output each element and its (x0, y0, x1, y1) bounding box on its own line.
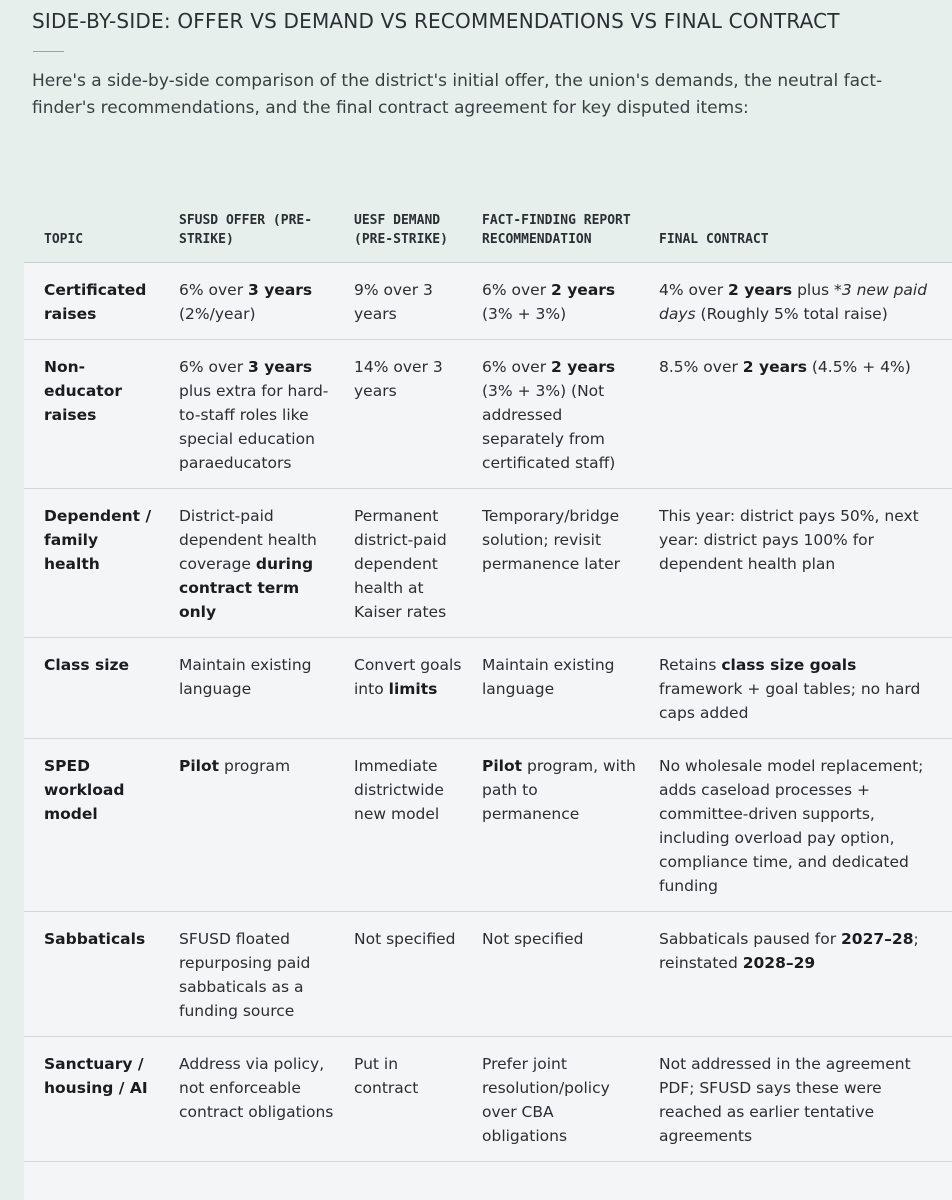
cell-text: program, with path to permanence (482, 756, 636, 823)
cell-text: (3% + 3%) (482, 304, 567, 323)
bold-text: limits (388, 679, 438, 698)
comparison-table (24, 150, 952, 1162)
fact-finding-cell (472, 637, 649, 738)
heading-divider (33, 51, 64, 52)
cell-text: 6% over (179, 280, 249, 299)
bold-text: 2 years (742, 357, 807, 376)
uesf-demand-cell (344, 488, 472, 637)
column-header-sfusd-offer: SFUSD OFFER (PRE-STRIKE) (169, 150, 344, 262)
table-row (24, 262, 952, 339)
cell-text: framework + goal tables; no hard caps added (659, 679, 921, 722)
column-header-topic: TOPIC (24, 150, 169, 262)
cell-text: Convert goals into (354, 655, 462, 698)
cell-text: Permanent district-paid dependent health at Kaiser rates (354, 506, 447, 621)
cell-text: Not specified (482, 929, 584, 948)
cell-text: 6% over (179, 357, 249, 376)
final-contract-cell (649, 262, 952, 339)
table-row (24, 637, 952, 738)
topic-cell: SPED workload model (24, 738, 169, 911)
bold-text: 3 years (248, 280, 313, 299)
bold-text: 2028–29 (742, 953, 816, 972)
column-header-final-contract: FINAL CONTRACT (649, 150, 952, 262)
cell-text: District-paid dependent health coverage (179, 506, 317, 573)
section-heading: SIDE-BY-SIDE: OFFER VS DEMAND VS RECOMMENDATIONS VS FINAL CONTRACT (32, 9, 840, 33)
cell-text: (Roughly 5% total raise) (695, 304, 888, 323)
cell-text: Maintain existing language (482, 655, 615, 698)
bold-text: 2 years (551, 280, 616, 299)
cell-text: Prefer joint resolution/policy over CBA obligations (482, 1054, 610, 1145)
final-contract-cell (649, 1036, 952, 1161)
comparison-table-container (24, 150, 952, 1200)
fact-finding-cell (472, 262, 649, 339)
fact-finding-cell (472, 738, 649, 911)
sfusd-offer-cell (169, 738, 344, 911)
cell-text: (3% + 3%) (Not addressed separately from certificated staff) (482, 381, 616, 472)
fact-finding-cell (472, 911, 649, 1036)
sfusd-offer-cell (169, 262, 344, 339)
table-row (24, 488, 952, 637)
topic-cell: Class size (24, 637, 169, 738)
italic-text: 3 new paid days (659, 280, 928, 323)
cell-text: plus extra for hard-to-staff roles like special education paraeducators (179, 381, 329, 472)
cell-text: (4.5% + 4%) (806, 357, 911, 376)
fact-finding-cell (472, 1036, 649, 1161)
cell-text: program (219, 756, 291, 775)
intro-paragraph: Here's a side-by-side comparison of the district's initial offer, the union's demands, the neutral fact-finder's recommendations, and the final contract agreement for key disputed items: (32, 71, 883, 118)
cell-text: 14% over 3 years (354, 357, 443, 400)
cell-text: Put in contract (354, 1054, 419, 1097)
uesf-demand-cell (344, 738, 472, 911)
final-contract-cell (649, 738, 952, 911)
uesf-demand-cell (344, 911, 472, 1036)
bold-text: 2027–28 (841, 929, 914, 948)
cell-text: Temporary/bridge solution; revisit permanence later (482, 506, 621, 573)
fact-finding-cell (472, 339, 649, 488)
cell-text: plus * (792, 280, 842, 299)
cell-text: 4% over (659, 280, 729, 299)
cell-text: Maintain existing language (179, 655, 312, 698)
topic-cell: Sanctuary / housing / AI (24, 1036, 169, 1161)
cell-text: Sabbaticals paused for (659, 929, 842, 948)
topic-cell: Non-educator raises (24, 339, 169, 488)
uesf-demand-cell (344, 637, 472, 738)
cell-text: This year: district pays 50%, next year: district pays 100% for dependent health plan (659, 506, 919, 573)
cell-text: 6% over (482, 357, 552, 376)
sfusd-offer-cell (169, 488, 344, 637)
cell-text: Not specified (354, 929, 456, 948)
sfusd-offer-cell (169, 637, 344, 738)
cell-text: No wholesale model replacement; adds caseload processes + committee-driven supports, including overload pay option, compliance time, and dedicated funding (659, 756, 924, 895)
bold-text: class size goals (721, 655, 857, 674)
uesf-demand-cell (344, 1036, 472, 1161)
topic-cell: Certificated raises (24, 262, 169, 339)
cell-text: Immediate districtwide new model (354, 756, 444, 823)
bold-text: Pilot (179, 756, 220, 775)
bold-text: 2 years (551, 357, 616, 376)
cell-text: Address via policy, not enforceable contract obligations (179, 1054, 334, 1121)
bold-text: Pilot (482, 756, 523, 775)
table-body (24, 262, 952, 1161)
sfusd-offer-cell (169, 911, 344, 1036)
final-contract-cell (649, 911, 952, 1036)
bold-text: during contract term only (179, 554, 314, 621)
table-row (24, 738, 952, 911)
cell-text: Not addressed in the agreement PDF; SFUSD says these were reached as earlier tentative agreements (659, 1054, 911, 1145)
topic-cell: Dependent / family health (24, 488, 169, 637)
column-header-fact-finding: FACT-FINDING REPORT RECOMMENDATION (472, 150, 649, 262)
sfusd-offer-cell (169, 339, 344, 488)
uesf-demand-cell (344, 339, 472, 488)
cell-text: 6% over (482, 280, 552, 299)
topic-cell: Sabbaticals (24, 911, 169, 1036)
cell-text: 8.5% over (659, 357, 743, 376)
sfusd-offer-cell (169, 1036, 344, 1161)
cell-text: (2%/year) (179, 304, 256, 323)
table-row (24, 911, 952, 1036)
table-header-row (24, 150, 952, 262)
final-contract-cell (649, 488, 952, 637)
final-contract-cell (649, 637, 952, 738)
bold-text: 2 years (728, 280, 793, 299)
column-header-uesf-demand: UESF DEMAND (PRE-STRIKE) (344, 150, 472, 262)
cell-text: ; reinstated (659, 929, 919, 972)
uesf-demand-cell (344, 262, 472, 339)
fact-finding-cell (472, 488, 649, 637)
bold-text: 3 years (248, 357, 313, 376)
cell-text: SFUSD floated repurposing paid sabbaticals as a funding source (179, 929, 311, 1020)
table-row (24, 1036, 952, 1161)
table-row (24, 339, 952, 488)
cell-text: 9% over 3 years (354, 280, 433, 323)
cell-text: Retains (659, 655, 722, 674)
final-contract-cell (649, 339, 952, 488)
